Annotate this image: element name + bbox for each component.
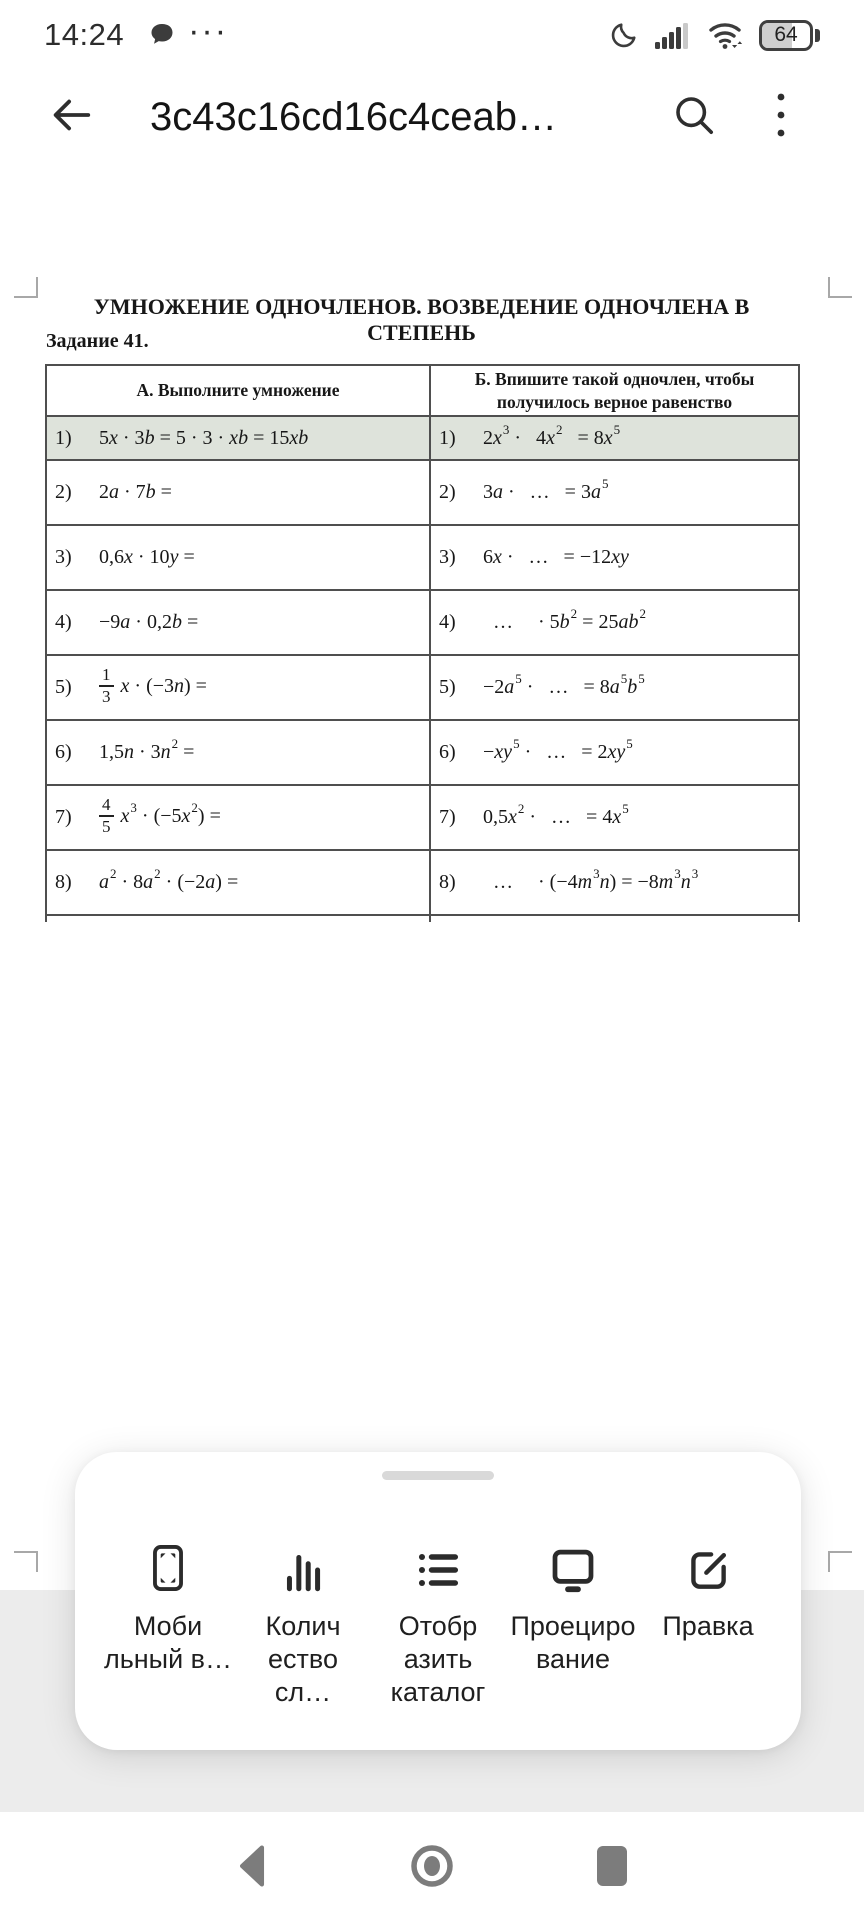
math-expression: 0,6x · 10y = [99, 546, 195, 568]
math-expression: $-xy^5$ · … = $2xy^5$ [483, 736, 633, 763]
sheet-item-mobile-view[interactable] [103, 1540, 233, 1709]
text-boundary-mark [14, 277, 38, 298]
task-cell-b [430, 655, 799, 720]
row-number: 8) [439, 871, 456, 893]
task-cell-a [46, 655, 430, 720]
row-number: 5) [55, 676, 72, 698]
table-header-row [46, 365, 799, 416]
sheet-item-edit[interactable] [643, 1540, 773, 1709]
row-number: 7) [55, 806, 72, 828]
row-number: 4) [55, 611, 72, 633]
math-expression: −9a · 0,2b = [99, 611, 199, 633]
nav-home-button[interactable] [402, 1841, 462, 1891]
table-row [46, 785, 799, 850]
column-a-header: А. Выполните умножение [46, 365, 430, 416]
task-cell-a [46, 850, 430, 915]
task-cell-b [430, 525, 799, 590]
task-cell-b [430, 785, 799, 850]
task-number-label: Задание 41. [46, 330, 149, 352]
sheet-item-projection[interactable] [508, 1540, 638, 1709]
word-count-icon [278, 1540, 328, 1596]
task-cell-a [46, 720, 430, 785]
table-row [46, 460, 799, 525]
table-row [46, 850, 799, 915]
row-number: 7) [439, 806, 456, 828]
math-expression: $\frac{1}{3}$ x · (−3n) = [99, 665, 207, 710]
task-cell-b [430, 460, 799, 525]
sheet-item-show-catalog[interactable] [373, 1540, 503, 1709]
show-catalog-icon [412, 1540, 464, 1596]
table-row [46, 720, 799, 785]
sheet-items-row [75, 1540, 801, 1709]
text-boundary-mark [828, 277, 852, 298]
edit-icon [683, 1540, 733, 1596]
row-number: 8) [55, 871, 72, 893]
mobile-view-icon [145, 1540, 191, 1596]
tasks-table-container [45, 364, 800, 922]
search-icon[interactable] [670, 91, 718, 144]
task-cell-a [46, 785, 430, 850]
android-nav-bar [0, 1812, 864, 1920]
app-bar [0, 64, 864, 170]
row-number: 4) [439, 611, 456, 633]
math-expression: $-2a^5$ · … = $8a^5b^5$ [483, 671, 645, 698]
row-number: 1) [55, 426, 72, 449]
math-expression: 3a · … = $3a^5$ [483, 476, 609, 503]
document-page [0, 170, 864, 1590]
sheet-drag-handle[interactable] [382, 1471, 494, 1480]
do-not-disturb-moon-icon [609, 20, 639, 50]
sheet-item-label: Проециро вание [510, 1611, 636, 1674]
task-cell-a [46, 525, 430, 590]
math-expression: … · $(-4m^3n) = -8m^3n^3$ [483, 866, 699, 893]
sheet-item-label: Отобр азить каталог [390, 1611, 486, 1707]
math-expression: $0,5x^2$ · … = $4x^5$ [483, 801, 629, 828]
sheet-item-label: Колич ество сл… [265, 1611, 341, 1707]
math-expression: 6x · … = −12xy [483, 546, 629, 568]
task-cell-b [430, 590, 799, 655]
task-cell-b [430, 720, 799, 785]
row-number: 2) [439, 481, 456, 503]
text-boundary-mark [828, 1551, 852, 1572]
table-row [46, 590, 799, 655]
math-expression: $a^2 \cdot 8a^2 \cdot (-2a)$ = [99, 866, 239, 893]
column-b-header: Б. Впишите такой одночлен, чтобы получилось верное равенство [430, 365, 799, 416]
row-number: 3) [55, 546, 72, 568]
sheet-item-label: Правка [662, 1611, 754, 1641]
wifi-icon [707, 19, 745, 51]
math-expression: $1,5n \cdot 3n^2$ = [99, 736, 195, 763]
math-expression: 5x · 3b = 5 · 3 · xb = 15xb [99, 426, 309, 449]
task-cell-a [46, 460, 430, 525]
row-number: 3) [439, 546, 456, 568]
math-expression: $2x^3$ · $4x^2$ = $8x^5$ [483, 421, 621, 449]
document-title-bar: 3c43c16cd16c4ceab… [150, 94, 557, 139]
row-number: 5) [439, 676, 456, 698]
nav-recents-button[interactable] [582, 1845, 642, 1887]
table-row [46, 525, 799, 590]
back-arrow-icon[interactable] [48, 92, 94, 143]
kebab-menu-icon[interactable] [774, 89, 788, 146]
task-cell-a [46, 416, 430, 460]
battery-icon [759, 20, 820, 51]
sheet-item-label: Моби льный в… [103, 1611, 233, 1674]
table-row [46, 416, 799, 460]
row-number: 1) [439, 426, 456, 449]
clock: 14:24 [44, 17, 125, 52]
row-number: 6) [55, 741, 72, 763]
status-bar [0, 0, 864, 64]
table-row-partial [46, 915, 799, 922]
sheet-item-word-count[interactable] [238, 1540, 368, 1709]
tools-bottom-sheet [75, 1452, 801, 1750]
table-row [46, 655, 799, 720]
signal-strength-icon [653, 20, 693, 50]
task-cell-a [46, 590, 430, 655]
tasks-table [45, 364, 800, 922]
text-boundary-mark [14, 1551, 38, 1572]
more-notifications-icon: ··· [188, 12, 229, 50]
row-number: 2) [55, 481, 72, 503]
math-expression: … · $5b^2 = 25ab^2$ [483, 606, 646, 633]
battery-percent: 64 [774, 23, 798, 46]
row-number: 6) [439, 741, 456, 763]
chat-bubble-icon [148, 21, 176, 49]
task-cell-b [430, 850, 799, 915]
math-expression: 2a · 7b = [99, 481, 172, 503]
worksheet-title: УМНОЖЕНИЕ ОДНОЧЛЕНОВ. ВОЗВЕДЕНИЕ ОДНОЧЛЕНА В СТЕПЕНЬ [93, 294, 750, 345]
task-cell-b [430, 416, 799, 460]
math-expression: $\frac{4}{5}$ $x^3 \cdot (-5x^2)$ = [99, 795, 221, 840]
nav-back-button[interactable] [222, 1843, 282, 1889]
projection-icon [546, 1540, 600, 1596]
